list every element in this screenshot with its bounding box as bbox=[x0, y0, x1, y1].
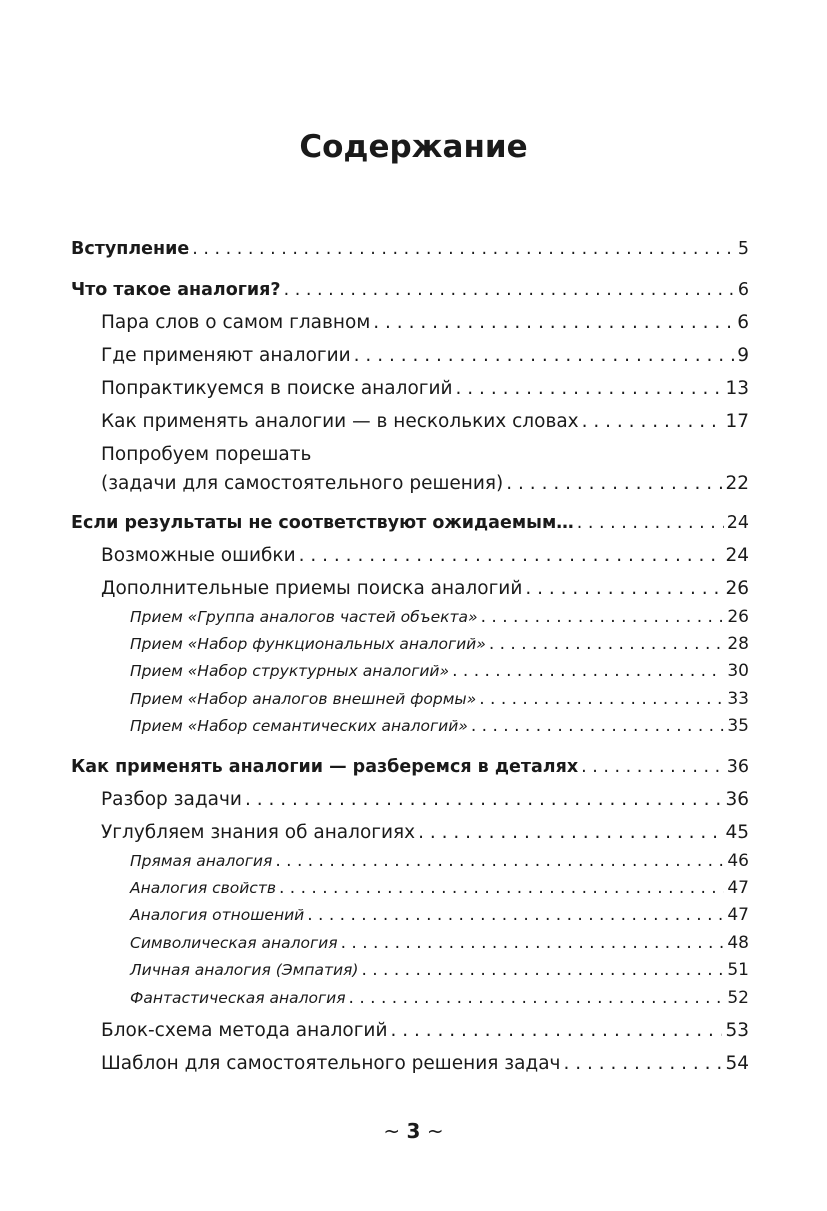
leader-dots bbox=[471, 715, 724, 737]
leader-dots bbox=[275, 850, 724, 872]
toc-page-number: 26 bbox=[727, 607, 749, 627]
toc-page-number: 9 bbox=[737, 345, 749, 366]
toc-label: Личная аналогия (Эмпатия) bbox=[130, 961, 359, 979]
toc-entry-symbolic-analogy[interactable] bbox=[130, 932, 749, 954]
footer-tilde-left: ~ bbox=[383, 1119, 401, 1143]
toc-page-number: 13 bbox=[725, 378, 749, 399]
toc-page-number: 53 bbox=[725, 1020, 749, 1041]
toc-page-number: 26 bbox=[725, 578, 749, 599]
toc-page-number: 52 bbox=[727, 988, 749, 1008]
leader-dots bbox=[341, 932, 725, 954]
toc-label: Вступление bbox=[71, 239, 190, 259]
leader-dots bbox=[581, 754, 724, 780]
toc-page-number: 33 bbox=[727, 689, 749, 709]
leader-dots bbox=[373, 310, 734, 336]
toc-page-number: 51 bbox=[727, 960, 749, 980]
toc-page-number: 28 bbox=[727, 634, 749, 654]
toc-entry-task-analysis[interactable] bbox=[101, 787, 749, 813]
leader-dots bbox=[582, 409, 723, 435]
toc-entry-technique-structural[interactable] bbox=[130, 660, 749, 682]
toc-page-number: 45 bbox=[725, 822, 749, 843]
toc-entry-deepen-knowledge[interactable] bbox=[101, 820, 749, 846]
toc-label: Прием «Набор структурных аналогий» bbox=[130, 662, 450, 680]
toc-page-number: 47 bbox=[727, 878, 749, 898]
toc-entry-property-analogy[interactable] bbox=[130, 877, 749, 899]
toc-label: Если результаты не соответствуют ожидаемым… bbox=[71, 513, 574, 533]
toc-page-number: 54 bbox=[725, 1053, 749, 1074]
toc-label: Как применять аналогии — разберемся в деталях bbox=[71, 757, 579, 777]
toc-page-number: 6 bbox=[737, 312, 749, 333]
toc-label: Прием «Набор семантических аналогий» bbox=[130, 717, 468, 735]
toc-label: Шаблон для самостоятельного решения задач bbox=[101, 1053, 561, 1074]
leader-dots bbox=[506, 471, 722, 497]
leader-dots bbox=[418, 820, 722, 846]
toc-entry-technique-semantic[interactable] bbox=[130, 715, 749, 737]
toc-entry-technique-parts[interactable] bbox=[130, 606, 749, 628]
toc-entry-personal-analogy[interactable] bbox=[130, 959, 749, 981]
leader-dots bbox=[354, 343, 735, 369]
toc-page-number: 24 bbox=[726, 513, 749, 533]
toc-entry-possible-errors[interactable] bbox=[101, 543, 749, 569]
leader-dots bbox=[284, 277, 735, 303]
toc-label: Попрактикуемся в поиске аналогий bbox=[101, 378, 453, 399]
toc-page-number: 6 bbox=[737, 280, 749, 300]
toc-entry-what-is-analogy[interactable] bbox=[71, 277, 749, 303]
leader-dots bbox=[299, 543, 723, 569]
toc-entry-flowchart[interactable] bbox=[101, 1018, 749, 1044]
toc-label: Дополнительные приемы поиска аналогий bbox=[101, 578, 523, 599]
toc-label: (задачи для самостоятельного решения) bbox=[101, 473, 504, 494]
toc-entry-practice[interactable] bbox=[101, 376, 749, 402]
toc-label: Разбор задачи bbox=[101, 789, 242, 810]
toc-page-number: 5 bbox=[737, 239, 749, 259]
toc-label: Прямая аналогия bbox=[130, 852, 273, 870]
toc-entry-fantastic-analogy[interactable] bbox=[130, 987, 749, 1009]
toc-page-number: 17 bbox=[725, 411, 749, 432]
toc-entry-how-to-apply-details[interactable] bbox=[71, 754, 749, 780]
toc-entry-how-to-apply-brief[interactable] bbox=[101, 409, 749, 435]
leader-dots bbox=[192, 236, 735, 262]
leader-dots bbox=[390, 1018, 722, 1044]
toc-entry-results-mismatch[interactable] bbox=[71, 510, 749, 536]
toc-label: Углубляем знания об аналогиях bbox=[101, 822, 416, 843]
toc-entry-main-words[interactable] bbox=[101, 310, 749, 336]
toc-page-number: 47 bbox=[727, 905, 749, 925]
leader-dots bbox=[245, 787, 723, 813]
toc-label: Прием «Группа аналогов частей объекта» bbox=[130, 608, 478, 626]
toc-label: Символическая аналогия bbox=[130, 934, 338, 952]
page-title: Содержание bbox=[299, 129, 528, 165]
leader-dots bbox=[456, 376, 723, 402]
leader-dots bbox=[361, 959, 724, 981]
toc-entry-technique-external-form[interactable] bbox=[130, 688, 749, 710]
toc-page-number: 46 bbox=[727, 851, 749, 871]
leader-dots bbox=[525, 576, 722, 602]
toc-page-number: 48 bbox=[727, 933, 749, 953]
toc-label: Прием «Набор функциональных аналогий» bbox=[130, 635, 486, 653]
leader-dots bbox=[307, 904, 724, 926]
toc-label: Где применяют аналогии bbox=[101, 345, 351, 366]
leader-dots bbox=[452, 660, 724, 682]
leader-dots bbox=[481, 606, 725, 628]
toc-entry-try-solve[interactable] bbox=[101, 471, 749, 497]
toc-entry-relation-analogy[interactable] bbox=[130, 904, 749, 926]
footer-tilde-right: ~ bbox=[426, 1119, 444, 1143]
toc-label: Фантастическая аналогия bbox=[130, 989, 346, 1007]
leader-dots bbox=[279, 877, 724, 899]
toc-label: Что такое аналогия? bbox=[71, 280, 281, 300]
page-footer bbox=[0, 1118, 827, 1144]
leader-dots bbox=[489, 633, 725, 655]
toc-entry-try-solve-line1[interactable]: Попробуем порешать bbox=[101, 444, 312, 465]
toc-entry-additional-techniques[interactable] bbox=[101, 576, 749, 602]
toc-label: Возможные ошибки bbox=[101, 545, 296, 566]
toc-label: Пара слов о самом главном bbox=[101, 312, 371, 333]
leader-dots bbox=[577, 510, 724, 536]
toc-label: Как применять аналогии — в нескольких словах bbox=[101, 411, 579, 432]
leader-dots bbox=[349, 987, 725, 1009]
toc-entry-template[interactable] bbox=[101, 1051, 749, 1077]
toc-entry-technique-functional[interactable] bbox=[130, 633, 749, 655]
toc-entry-direct-analogy[interactable] bbox=[130, 850, 749, 872]
leader-dots bbox=[479, 688, 724, 710]
toc-page-number: 30 bbox=[727, 661, 749, 681]
toc-page-number: 35 bbox=[727, 716, 749, 736]
leader-dots bbox=[563, 1051, 722, 1077]
toc-label: Аналогия отношений bbox=[130, 906, 305, 924]
toc-page-number: 22 bbox=[725, 473, 749, 494]
toc-entry-where-applied[interactable] bbox=[101, 343, 749, 369]
toc-entry-intro[interactable] bbox=[71, 236, 749, 262]
toc-page-number: 24 bbox=[725, 545, 749, 566]
toc-label: Прием «Набор аналогов внешней формы» bbox=[130, 690, 477, 708]
toc-label: Аналогия свойств bbox=[130, 879, 276, 897]
toc-page-number: 36 bbox=[725, 789, 749, 810]
page-number: 3 bbox=[406, 1119, 421, 1143]
toc-page-number: 36 bbox=[726, 757, 749, 777]
toc-label: Блок-схема метода аналогий bbox=[101, 1020, 388, 1041]
